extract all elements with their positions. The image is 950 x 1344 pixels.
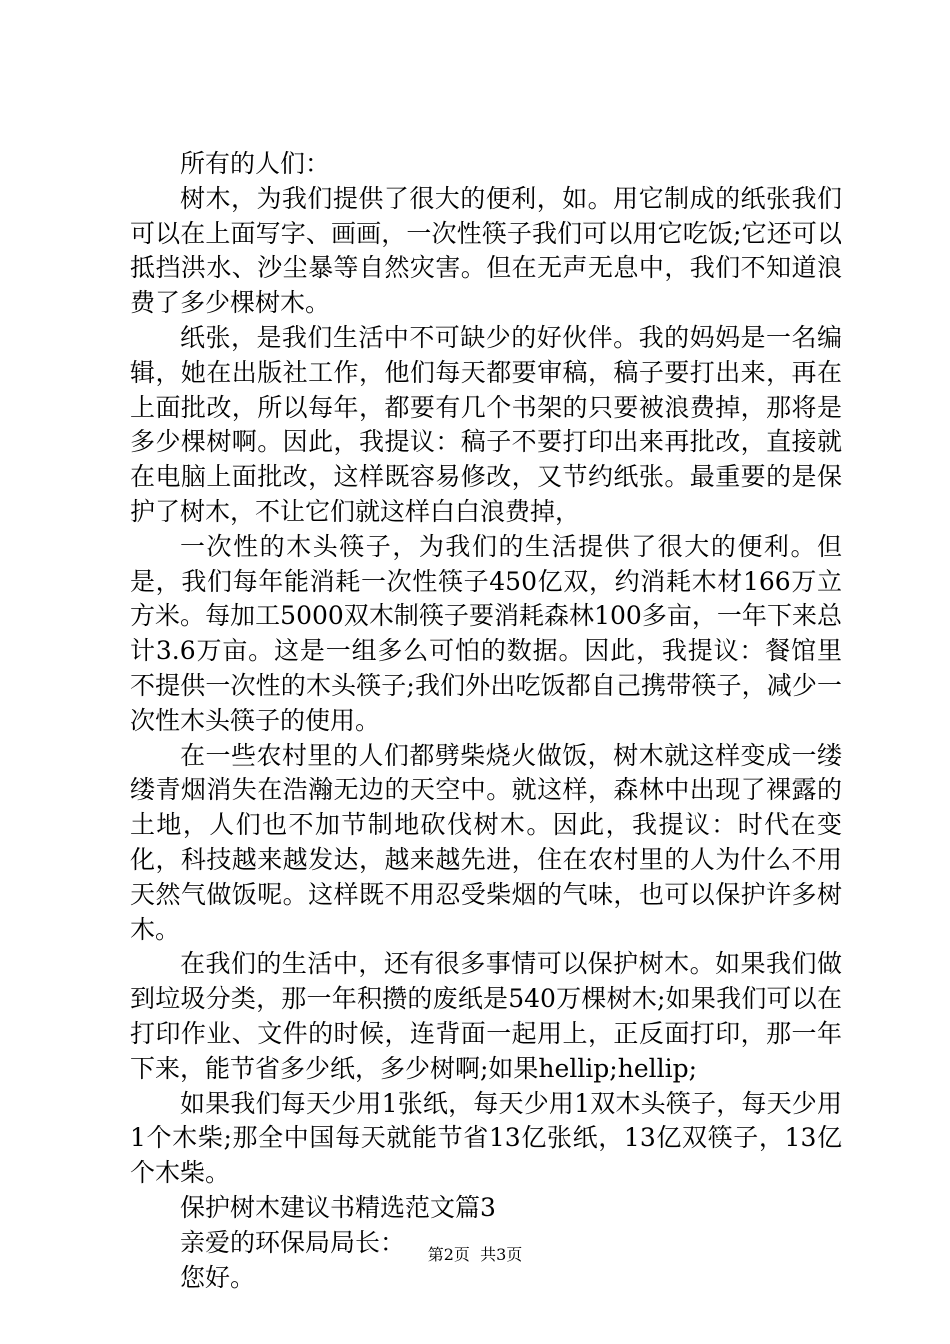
letter-salutation: 亲爱的环保局局长： (180, 1227, 406, 1257)
salutation-paragraph: 所有的人们： (180, 149, 331, 178)
paragraph-savings: 如果我们每天少用1张纸，每天少用1双木头筷子，每天少用1个木柴;那全中国每天就能节省13亿张纸，13亿双筷子，13亿个木柴。 (130, 1088, 842, 1188)
letter-greeting: 您好。 (180, 1262, 256, 1292)
document-body (130, 147, 842, 1295)
paragraph-firewood: 在一些农村里的人们都劈柴烧火做饭，树木就这样变成一缕缕青烟消失在浩瀚无边的天空中。就这样，森林中出现了裸露的土地，人们也不加节制地砍伐树木。因此，我提议：时代在变化，科技越来越发达，越来越先进，住在农村里的人为什么不用天然气做饭呢。这样既不用忍受柴烟的气味，也可以保护许多树木。 (130, 740, 842, 944)
paragraph-daily-life: 在我们的生活中，还有很多事情可以保护树木。如果我们做到垃圾分类，那一年积攒的废纸是540万棵树木;如果我们可以在打印作业、文件的时候，连背面一起用上，正反面打印，那一年下来，能节省多少纸，多少树啊;如果hellip;hellip; (130, 949, 842, 1083)
page-footer (0, 1245, 950, 1265)
page-number-label: 第2页 共3页 (427, 1245, 523, 1264)
section-heading: 保护树木建议书精选范文篇3 (180, 1192, 496, 1222)
paragraph-trees-benefit: 树木，为我们提供了很大的便利，如。用它制成的纸张我们可以在上面写字、画画，一次性筷子我们可以用它吃饭;它还可以抵挡洪水、沙尘暴等自然灾害。但在无声无息中，我们不知道浪费了多少棵树木。 (130, 183, 842, 318)
paragraph-chopsticks: 一次性的木头筷子，为我们的生活提供了很大的便利。但是，我们每年能消耗一次性筷子450亿双，约消耗木材166万立方米。每加工5000双木制筷子要消耗森林100多亩，一年下来总计3.6万亩。这是一组多么可怕的数据。因此，我提议：餐馆里不提供一次性的木头筷子;我们外出吃饭都自己携带筷子，减少一次性木头筷子的使用。 (130, 531, 842, 735)
paragraph-paper: 纸张，是我们生活中不可缺少的好伙伴。我的妈妈是一名编辑，她在出版社工作，他们每天都要审稿，稿子要打出来，再在上面批改，所以每年，都要有几个书架的只要被浪费掉，那将是多少棵树啊。因此，我提议：稿子不要打印出来再批改，直接就在电脑上面批改，这样既容易修改，又节约纸张。最重要的是保护了树木，不让它们就这样白白浪费掉， (130, 322, 842, 526)
